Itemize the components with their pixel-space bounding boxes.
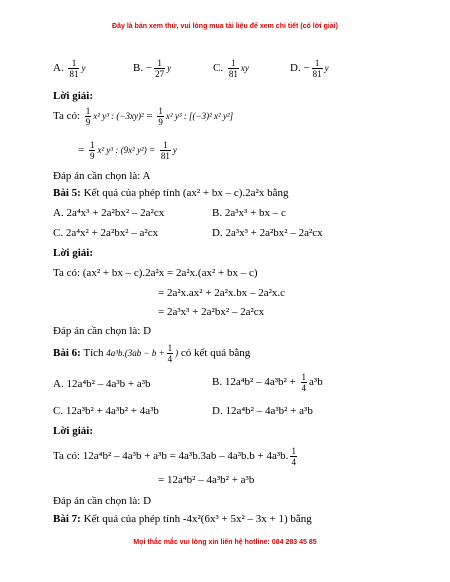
denominator-nine: 9 [158,117,163,127]
numerator: 1 [228,58,239,69]
numerator: 1 [167,343,173,353]
question-text: có kết quả bằng [180,347,251,360]
minus-sign: − [303,62,310,75]
numerator: 1 [68,58,79,69]
q5-solution-line-2: = 2a²x.ax² + 2a²x.bx – 2a²x.c [158,287,286,299]
minus-sign: − [145,62,153,75]
fraction [167,343,174,364]
q6-solution-line-1 [53,446,299,467]
fraction [228,58,239,79]
numerator: 1 [291,446,296,456]
denominator: 4 [167,354,173,364]
denominator: 27 [155,69,165,79]
preview-banner: Đây là bản xem thử, vui lòng mua tài liệu để xem chi tiết (có lời giải) [112,23,338,30]
q5-solution-line-1: Ta có: (ax² + bx – c).2a²x = 2a²x.(ax² + bx – c) [53,267,258,279]
question-text: Kết quả của phép tính (ax² + bx – c).2a²x bằng [83,187,289,199]
text: Ta có: [53,110,81,123]
q6-option-a: A. 12a⁴b² – 4a³b + a³b [53,378,151,390]
denominator-nine: 9 [85,117,91,127]
fraction [154,58,165,79]
option-label: D. [290,62,301,75]
question-label: Bài 5: [53,187,81,199]
q5-option-d: D. 2a³x³ + 2a²bx² – 2a²cx [212,227,323,239]
variable: y [167,63,172,74]
q4-option-b [133,58,171,79]
numerator: 1 [301,372,307,382]
option-label: B. [133,62,144,75]
fraction [312,58,323,79]
fraction [301,372,308,393]
q6-option-d: D. 12a⁴b² – 4a³b² + a³b [212,405,313,417]
numerator: 1 [89,140,95,150]
q6-option-c: C. 12a³b² + 4a³b² + 4a³b [53,405,159,417]
denominator: 4 [291,457,296,467]
q4-solution-line-1: Ta có: $\frac{1}{9}$ x² y³ : (−3xy)² = $\frac{1}{9}$ x² y³ : [(−3)² x² y²] [53,106,234,127]
q6-option-b [212,372,323,393]
numerator: 1 [160,140,171,151]
variable: y [172,145,177,156]
expression: x² y³ : (9x² y²) = [97,145,156,156]
q4-option-d [290,58,329,79]
numerator: 1 [158,106,163,116]
fraction [89,140,96,161]
denominator: 81 [312,69,322,79]
solution-text: Ta có: 12a⁴b² – 4a³b + a³b = 4a³b.3ab – 4a³b.b + 4a³b. [53,450,289,463]
fraction [68,58,79,79]
expression: x² y³ : (−3xy)² [93,111,144,122]
denominator: 81 [160,151,170,161]
question-text: Kết quả của phép tính -4x²(6x³ + 5x² – 3x + 1) bằng [83,513,312,525]
q6-solution-line-2: = 12a⁴b² – 4a³b² + a³b [158,474,255,486]
option-text: B. 12a⁴b² – 4a³b² + [212,376,296,389]
q5-option-c: C. 2a⁴x² + 2a²bx² – a²cx [53,227,159,239]
numerator: 1 [85,106,91,116]
fraction [290,446,297,467]
variable: xy [240,63,249,74]
expression: x² y³ : [(−3)² x² y²] [165,111,234,122]
hotline-banner: Mọi thắc mắc vui lòng xin liên hệ hotline: 084 283 45 85 [133,539,317,546]
fraction [160,140,171,161]
variable: y [324,63,329,74]
denominator-nine: 9 [89,151,95,161]
q5-answer: Đáp án cần chọn là: D [53,325,152,337]
option-label: A. [53,62,64,75]
solution-heading: Lời giải: [53,425,94,437]
q4-answer: Đáp án cần chọn là: A [53,170,151,182]
q5-option-b: B. 2a³x³ + bx – c [212,207,286,219]
q6-answer: Đáp án cần chọn là: D [53,495,152,507]
q5-solution-line-3: = 2a³x³ + 2a²bx² – 2a²cx [158,306,265,318]
question-label: Bài 6: [53,347,81,360]
denominator: 81 [69,69,79,79]
q4-option-c [213,58,249,79]
expression: 4a³b.(3ab − b + [106,348,165,359]
q4-solution-line-2: = $\frac{1}{9}$ x² y³ : (9x² y²) = $\frac{1}{81}$ y [78,140,177,161]
fraction [85,106,92,127]
q4-option-a [53,58,85,79]
q7-question [53,513,312,526]
q5-question [53,187,289,200]
denominator: 81 [228,69,238,79]
question-text: Tích [83,347,104,360]
solution-heading: Lời giải: [53,90,94,102]
solution-heading: Lời giải: [53,247,94,259]
expression: ) [175,348,179,359]
q5-option-a: A. 2a⁴x³ + 2a²bx² – 2a²cx [53,207,165,219]
question-label: Bài 7: [53,513,81,525]
denominator: 4 [301,383,307,393]
option-text: a³b [309,376,323,389]
fraction [157,106,164,127]
numerator: 1 [154,58,165,69]
variable: y [81,63,86,74]
q6-question [53,343,250,364]
option-label: C. [213,62,224,75]
numerator: 1 [312,58,323,69]
